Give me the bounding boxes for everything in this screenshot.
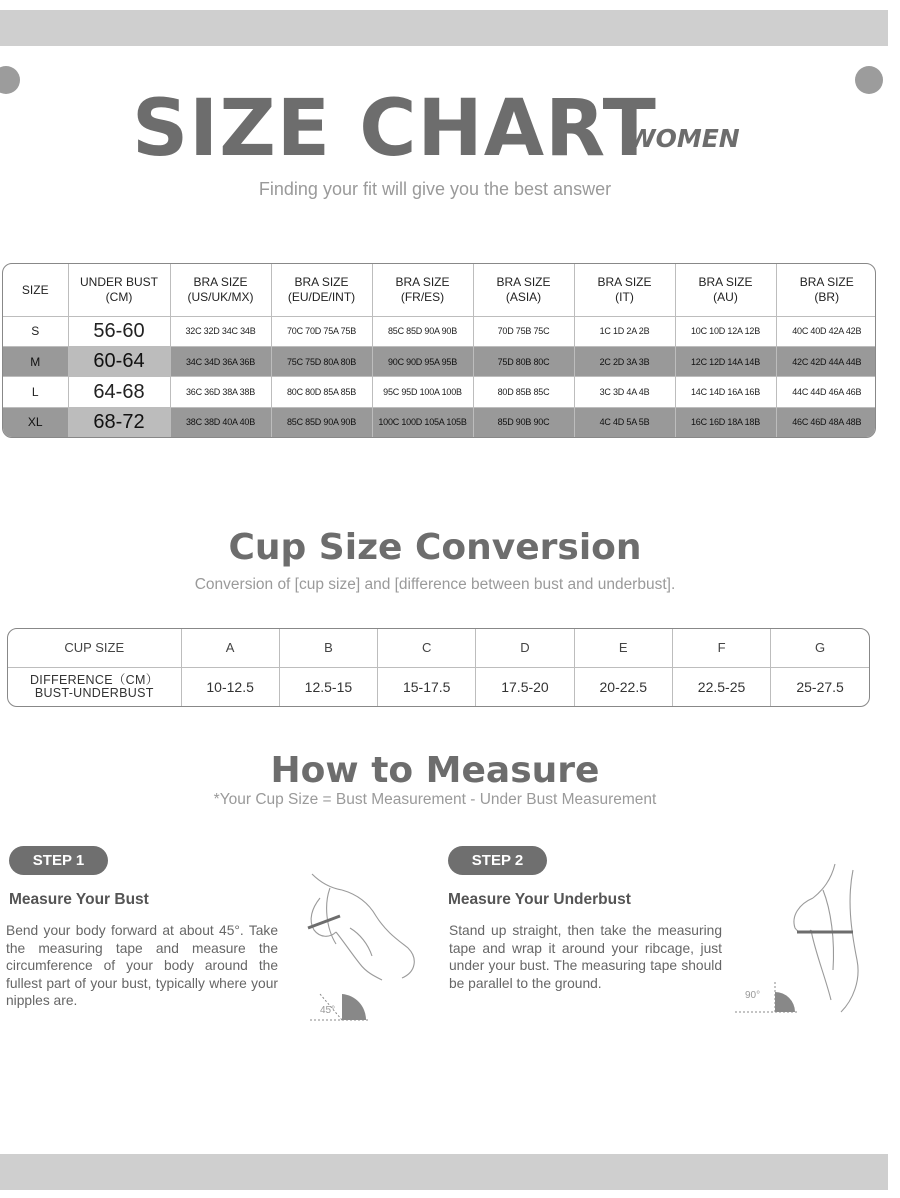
header-eu: BRA SIZE (EU/DE/INT) xyxy=(271,264,372,316)
cup-table xyxy=(7,628,870,707)
size-table-header-row xyxy=(3,264,876,316)
au-cell: 12C 12D 14A 14B xyxy=(675,346,776,376)
cup-section-title: Cup Size Conversion xyxy=(228,527,642,568)
size-cell: XL xyxy=(3,407,68,437)
difference-row xyxy=(8,667,869,706)
us-cell: 36C 36D 38A 38B xyxy=(170,377,271,407)
cup-cell: E xyxy=(574,629,672,667)
measure-section-title: How to Measure xyxy=(270,750,600,791)
decorative-dot-right xyxy=(855,66,883,94)
fr-cell: 95C 95D 100A 100B xyxy=(372,377,473,407)
step-1-heading: Measure Your Bust xyxy=(9,891,149,908)
table-row xyxy=(3,316,876,346)
br-cell: 44C 44D 46A 46B xyxy=(776,377,876,407)
header-us: BRA SIZE (US/UK/MX) xyxy=(170,264,271,316)
au-cell: 16C 16D 18A 18B xyxy=(675,407,776,437)
table-row xyxy=(3,407,876,437)
eu-cell: 85C 85D 90A 90B xyxy=(271,407,372,437)
it-cell: 1C 1D 2A 2B xyxy=(574,316,675,346)
underbust-measure-illustration xyxy=(735,860,870,1020)
cup-size-label: CUP SIZE xyxy=(8,629,181,667)
it-cell: 3C 3D 4A 4B xyxy=(574,377,675,407)
step-1-text: Bend your body forward at about 45°. Take the measuring tape and measure the circumference of your body around the fullest part of your bust, typically where your nipples are. xyxy=(6,923,278,1009)
cup-row xyxy=(8,629,869,667)
difference-cell: 20-22.5 xyxy=(574,667,672,706)
eu-cell: 75C 75D 80A 80B xyxy=(271,346,372,376)
fr-cell: 90C 90D 95A 95B xyxy=(372,346,473,376)
difference-cell: 17.5-20 xyxy=(476,667,574,706)
gender-badge: WOMEN xyxy=(628,124,740,153)
header-br: BRA SIZE (BR) xyxy=(776,264,876,316)
bottom-band xyxy=(0,1154,888,1190)
size-cell: M xyxy=(3,346,68,376)
step-2-pill: STEP 2 xyxy=(448,846,547,875)
cup-cell: G xyxy=(771,629,869,667)
size-cell: L xyxy=(3,377,68,407)
angle-45-icon xyxy=(342,994,366,1020)
page-subtitle: Finding your fit will give you the best answer xyxy=(258,179,612,199)
eu-cell: 80C 80D 85A 85B xyxy=(271,377,372,407)
under-bust-cell: 68-72 xyxy=(68,407,170,437)
measure-section-subtitle: *Your Cup Size = Bust Measurement - Under Bust Measurement xyxy=(213,791,657,808)
cup-cell: B xyxy=(279,629,377,667)
step-2-heading: Measure Your Underbust xyxy=(448,891,631,908)
measuring-tape-icon xyxy=(308,916,340,928)
angle-90-label: 90° xyxy=(745,990,761,1001)
cup-cell: D xyxy=(476,629,574,667)
header-au: BRA SIZE (AU) xyxy=(675,264,776,316)
difference-cell: 22.5-25 xyxy=(672,667,770,706)
asia-cell: 70D 75B 75C xyxy=(473,316,574,346)
angle-45-label: 45° xyxy=(320,1005,336,1016)
decorative-dot-left xyxy=(0,66,20,94)
br-cell: 40C 40D 42A 42B xyxy=(776,316,876,346)
eu-cell: 70C 70D 75A 75B xyxy=(271,316,372,346)
table-row xyxy=(3,377,876,407)
asia-cell: 75D 80B 80C xyxy=(473,346,574,376)
header-size: SIZE xyxy=(3,264,68,316)
asia-cell: 80D 85B 85C xyxy=(473,377,574,407)
fr-cell: 85C 85D 90A 90B xyxy=(372,316,473,346)
size-table xyxy=(2,263,876,438)
difference-cell: 15-17.5 xyxy=(378,667,476,706)
br-cell: 42C 42D 44A 44B xyxy=(776,346,876,376)
angle-90-icon xyxy=(775,992,795,1012)
asia-cell: 85D 90B 90C xyxy=(473,407,574,437)
step-2-text: Stand up straight, then take the measuring tape and wrap it around your ribcage, just under your bust. The measuring tape should be parallel to the ground. xyxy=(449,923,722,991)
under-bust-cell: 60-64 xyxy=(68,346,170,376)
top-band xyxy=(0,10,888,46)
difference-cell: 25-27.5 xyxy=(796,678,844,695)
fr-cell: 100C 100D 105A 105B xyxy=(372,407,473,437)
cup-cell: A xyxy=(181,629,279,667)
us-cell: 38C 38D 40A 40B xyxy=(170,407,271,437)
under-bust-cell: 64-68 xyxy=(68,377,170,407)
bust-measure-illustration xyxy=(290,868,430,1028)
difference-cell: 10-12.5 xyxy=(181,667,279,706)
header-fr: BRA SIZE (FR/ES) xyxy=(372,264,473,316)
difference-label: DIFFERENCE（CM） BUST-UNDERBUST xyxy=(8,667,181,706)
header-asia: BRA SIZE (ASIA) xyxy=(473,264,574,316)
us-cell: 34C 34D 36A 36B xyxy=(170,346,271,376)
page-title: SIZE CHART xyxy=(132,84,657,174)
br-cell: 46C 46D 48A 48B xyxy=(776,407,876,437)
under-bust-cell: 56-60 xyxy=(68,316,170,346)
it-cell: 2C 2D 3A 3B xyxy=(574,346,675,376)
step-1-pill: STEP 1 xyxy=(9,846,108,875)
au-cell: 14C 14D 16A 16B xyxy=(675,377,776,407)
header-under-bust: UNDER BUST (CM) xyxy=(68,264,170,316)
au-cell: 10C 10D 12A 12B xyxy=(675,316,776,346)
us-cell: 32C 32D 34C 34B xyxy=(170,316,271,346)
cup-section-subtitle: Conversion of [cup size] and [difference between bust and underbust]. xyxy=(194,576,676,593)
cup-cell: F xyxy=(672,629,770,667)
it-cell: 4C 4D 5A 5B xyxy=(574,407,675,437)
difference-cell: 12.5-15 xyxy=(279,667,377,706)
cup-cell: C xyxy=(378,629,476,667)
size-cell: S xyxy=(3,316,68,346)
table-row xyxy=(3,346,876,376)
header-it: BRA SIZE (IT) xyxy=(574,264,675,316)
